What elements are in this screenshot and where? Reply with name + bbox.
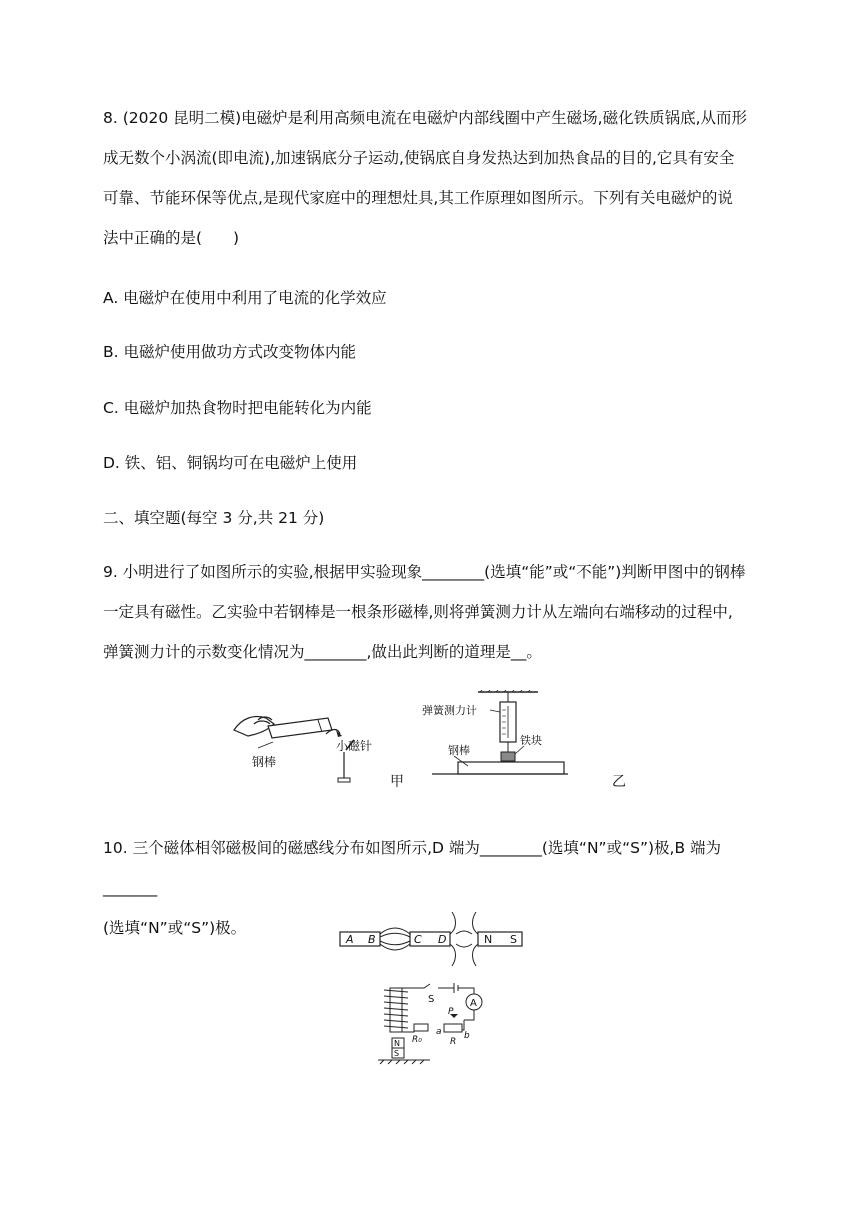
ground [378, 1060, 430, 1064]
label-jia: 甲 [390, 774, 404, 790]
label-r0: R₀ [412, 1035, 422, 1045]
spring-scale [500, 692, 516, 761]
label-switch: S [428, 994, 435, 1005]
q8-line-1: 8. (2020 昆明二模)电磁炉是利用高频电流在电磁炉内部线圈中产生磁场,磁化铁质锅底,从而形 [103, 109, 748, 127]
q8-option-c: C. 电磁炉加热食物时把电能转化为内能 [103, 399, 372, 417]
electromagnet-coil [384, 988, 408, 1032]
label-magnet-n: N [394, 1039, 400, 1048]
question-9-text [103, 552, 763, 672]
question-8-text [103, 98, 763, 258]
label-c: C [414, 933, 422, 946]
q10-line-1: 10. 三个磁体相邻磁极间的磁感线分布如图所示,D 端为________(选填“N”或“S”)极,B 端为_______ [103, 839, 722, 897]
label-p: P [448, 1007, 454, 1017]
label-s: S [510, 933, 517, 946]
rheostat-r [444, 1024, 462, 1032]
label-b-end: b [464, 1031, 470, 1041]
label-ammeter: A [470, 998, 477, 1009]
steel-bar-rod [268, 718, 332, 738]
field-lines-bc [380, 928, 410, 950]
q9-line-2: 一定具有磁性。乙实验中若钢棒是一根条形磁棒,则将弹簧测力计从左端向右端移动的过程中, [103, 603, 733, 621]
label-yi: 乙 [612, 774, 626, 790]
q8-line-4: 法中正确的是( ) [103, 229, 240, 247]
section-2-title: 二、填空题(每空 3 分,共 21 分) [103, 509, 325, 527]
q10-magnets-figure [338, 912, 528, 968]
ceiling-support [478, 690, 538, 692]
label-steel-bar-2: 钢棒 [448, 744, 470, 757]
circuit-wires [402, 983, 474, 1032]
label-small-needle: 小磁针 [336, 739, 373, 753]
q8-option-b: B. 电磁炉使用做功方式改变物体内能 [103, 343, 356, 361]
q9-line-3: 弹簧测力计的示数变化情况为________,做出此判断的道理是__。 [103, 643, 542, 661]
label-r: R [450, 1037, 457, 1047]
q10-line-2: (选填“N”或“S”)极。 [103, 919, 247, 937]
label-n: N [484, 933, 493, 946]
q8-line-2: 成无数个小涡流(即电流),加速锅底分子运动,使锅底自身发热达到加热食品的目的,它具有安全 [103, 149, 735, 167]
label-a: A [346, 933, 354, 946]
steel-bar-block [458, 762, 564, 774]
field-lines-dn [450, 912, 478, 966]
q8-option-a: A. 电磁炉在使用中利用了电流的化学效应 [103, 289, 387, 307]
label-a-end: a [436, 1027, 442, 1037]
label-steel-bar: 钢棒 [252, 755, 277, 769]
label-d: D [438, 933, 447, 946]
resistor-r0 [414, 1024, 428, 1031]
label-b: B [368, 933, 376, 946]
q9-line-1: 9. 小明进行了如图所示的实验,根据甲实验现象________(选填“能”或“不能”)判断甲图中的钢棒 [103, 563, 746, 581]
circuit-figure [374, 980, 504, 1072]
q8-line-3: 可靠、节能环保等优点,是现代家庭中的理想灶具,其工作原理如图所示。下列有关电磁炉的说 [103, 189, 733, 207]
label-spring-scale: 弹簧测力计 [422, 704, 477, 717]
label-iron-block: 铁块 [520, 734, 542, 747]
q8-option-d: D. 铁、铝、铜锅均可在电磁炉上使用 [103, 454, 358, 472]
bar-magnet [392, 1038, 404, 1058]
label-magnet-s: S [394, 1049, 400, 1058]
q9-figure [228, 690, 648, 790]
